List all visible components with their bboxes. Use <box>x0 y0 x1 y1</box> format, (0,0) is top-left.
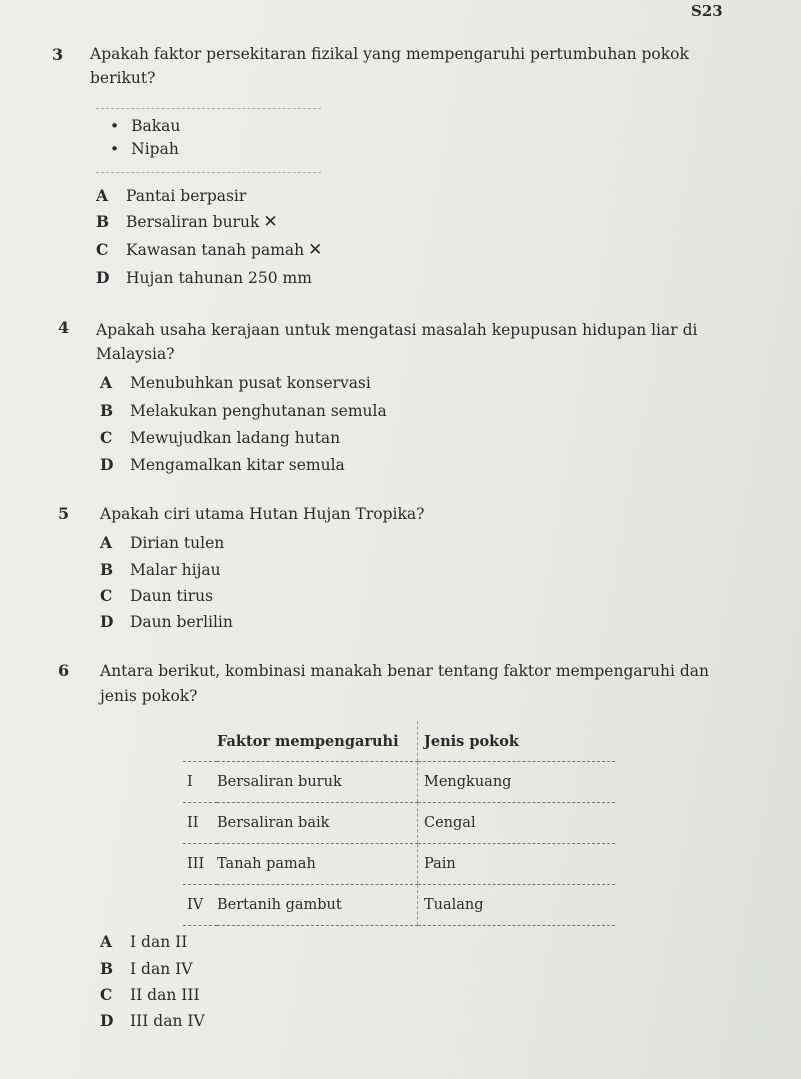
question-6-option-c <box>100 985 200 1004</box>
table-row <box>183 844 615 885</box>
option-letter: C <box>96 240 109 259</box>
option-text: Dirian tulen <box>130 534 225 552</box>
option-text: Kawasan tanah pamah <box>126 241 305 259</box>
option-text: Mewujudkan ladang hutan <box>130 429 341 447</box>
table-header-cell: Jenis pokok <box>418 721 616 762</box>
question-3-number: 3 <box>52 45 64 64</box>
table-cell: Bersaliran buruk <box>217 762 418 803</box>
table-cell: Tanah pamah <box>217 844 418 885</box>
question-5-option-c <box>100 586 213 605</box>
option-letter: C <box>100 985 113 1004</box>
cross-mark-icon: ✕ <box>263 212 278 232</box>
table-cell: II <box>183 803 217 844</box>
option-text: Mengamalkan kitar semula <box>130 456 345 474</box>
question-6-number: 6 <box>58 661 70 680</box>
option-text: Daun tirus <box>130 587 214 605</box>
question-3-option-d <box>96 268 312 287</box>
bullet-box-top-border <box>96 108 321 109</box>
question-6-text-line1: Antara berikut, kombinasi manakah benar tentang faktor mempengaruhi dan <box>100 662 710 680</box>
option-letter: B <box>100 401 114 420</box>
option-text: Bersaliran buruk <box>126 213 260 231</box>
bullet-item: • Nipah <box>110 138 180 161</box>
table-cell: Mengkuang <box>418 762 616 803</box>
table-cell: IV <box>183 885 217 926</box>
option-text: Malar hijau <box>130 561 221 579</box>
option-letter: A <box>96 186 109 205</box>
bullet-item: • Bakau <box>110 115 180 138</box>
table-header-cell: Faktor mempengaruhi <box>217 721 418 762</box>
option-letter: D <box>100 455 114 474</box>
cross-mark-icon: ✕ <box>308 240 323 260</box>
option-letter: C <box>100 428 113 447</box>
option-text: Hujan tahunan 250 mm <box>126 269 312 287</box>
table-header-cell <box>183 721 217 762</box>
option-letter: D <box>100 612 114 631</box>
table-header-row <box>183 721 615 762</box>
table-row <box>183 803 615 844</box>
table-row <box>183 885 615 926</box>
option-letter: B <box>100 959 114 978</box>
question-6-text-line2: jenis pokok? <box>100 687 198 705</box>
table-cell: Pain <box>418 844 616 885</box>
option-letter: A <box>100 932 113 951</box>
option-letter: D <box>96 268 110 287</box>
question-5-number: 5 <box>58 504 70 523</box>
option-text: I dan IV <box>130 960 193 978</box>
option-text: Pantai berpasir <box>126 187 247 205</box>
option-text: Daun berlilin <box>130 613 233 631</box>
question-4-text-line1: Apakah usaha kerajaan untuk mengatasi masalah kepupusan hidupan liar di <box>96 321 698 339</box>
question-6-option-a <box>100 932 187 951</box>
option-letter: B <box>100 560 114 579</box>
table-cell: Tualang <box>418 885 616 926</box>
question-3-option-c <box>96 240 322 260</box>
table-cell: Bertanih gambut <box>217 885 418 926</box>
option-letter: D <box>100 1011 114 1030</box>
question-5-text: Apakah ciri utama Hutan Hujan Tropika? <box>100 505 425 523</box>
question-4-option-c <box>100 428 340 447</box>
question-3-option-b <box>96 212 278 232</box>
question-3-text-line2: berikut? <box>90 69 156 87</box>
question-4-option-d <box>100 455 345 474</box>
question-3-text-line1: Apakah faktor persekitaran fizikal yang mempengaruhi pertumbuhan pokok <box>90 45 689 63</box>
question-5-option-b <box>100 560 221 579</box>
question-5-option-d <box>100 612 233 631</box>
question-6-option-b <box>100 959 192 978</box>
option-text: Menubuhkan pusat konservasi <box>130 374 371 392</box>
option-letter: C <box>100 586 113 605</box>
bullet-box-bottom-border <box>96 172 321 173</box>
option-text: III dan IV <box>130 1012 205 1030</box>
table-cell: Bersaliran baik <box>217 803 418 844</box>
table-row <box>183 762 615 803</box>
table-cell: I <box>183 762 217 803</box>
option-letter: A <box>100 533 113 552</box>
option-text: Melakukan penghutanan semula <box>130 402 387 420</box>
question-3-option-a <box>96 186 246 205</box>
option-letter: A <box>100 373 113 392</box>
page-code: S23 <box>691 2 723 20</box>
factor-tree-type-table <box>183 721 615 926</box>
question-4-option-a <box>100 373 371 392</box>
question-5-option-a <box>100 533 224 552</box>
option-text: I dan II <box>130 933 188 951</box>
question-4-text-line2: Malaysia? <box>96 345 175 363</box>
question-4-option-b <box>100 401 387 420</box>
question-4-number: 4 <box>58 318 70 337</box>
table-cell: Cengal <box>418 803 616 844</box>
option-letter: B <box>96 212 110 231</box>
table-cell: III <box>183 844 217 885</box>
question-6-option-d <box>100 1011 205 1030</box>
question-3-bullet-list <box>110 115 180 161</box>
option-text: II dan III <box>130 986 200 1004</box>
